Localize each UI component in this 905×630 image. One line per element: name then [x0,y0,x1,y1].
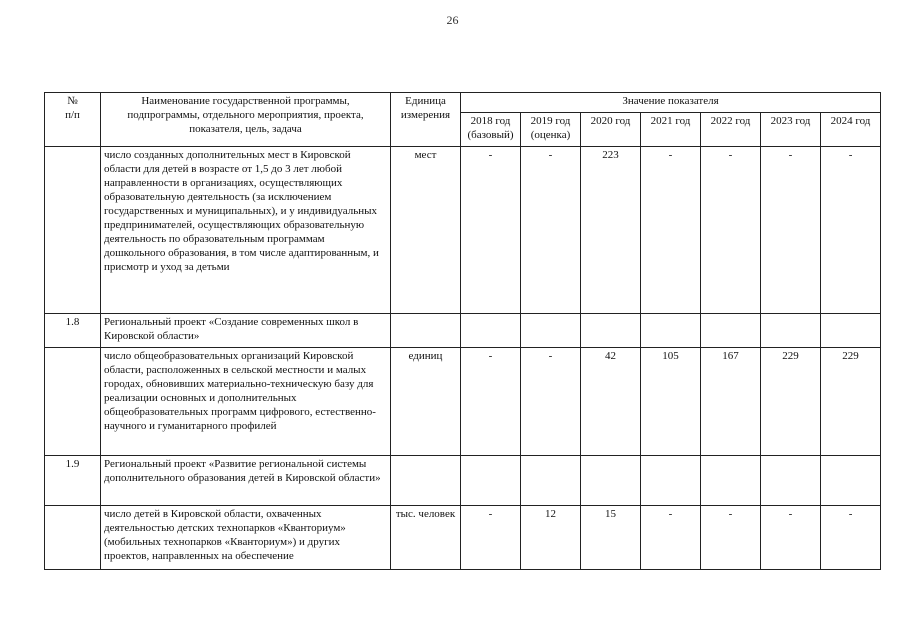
row-name: число созданных дополнительных мест в Кировской области для детей в возрасте от 1,5 до 3 лет любой направленности в организациях, осуществляющих образовательную деятельность (за исключением государственных и муниципальных), и у индивидуальных предпринимателей, осуществляющих образовательную деятельность по образовательным программам дошкольного образования, в том числе адаптированным, и присмотр и уход за детьми [101,147,391,314]
row-num: 1.8 [45,314,101,348]
row-value [701,456,761,506]
row-name: число детей в Кировской области, охваченных деятельностью детских технопарков «Кванториум» (мобильных технопарков «Кванториум») и других проектов, направленных на обеспечение [101,506,391,570]
row-value: 105 [641,348,701,456]
row-value [701,314,761,348]
row-value [461,314,521,348]
row-num: 1.9 [45,456,101,506]
row-unit [391,314,461,348]
row-unit: мест [391,147,461,314]
row-value: - [461,348,521,456]
table-row [45,314,881,348]
row-value: - [641,506,701,570]
row-value: - [641,147,701,314]
row-value [461,456,521,506]
header-year: 2024 год [821,113,881,147]
row-value: 229 [821,348,881,456]
row-num [45,506,101,570]
row-value [641,314,701,348]
row-value: - [461,147,521,314]
row-name: число общеобразовательных организаций Кировской области, расположенных в сельской местности и малых городах, обновивших материально-техническую базу для реализации основных и дополнительных общеобразовательных программ цифрового, естественно-научного и гуманитарного профилей [101,348,391,456]
row-name: Региональный проект «Создание современных школ в Кировской области» [101,314,391,348]
header-year: 2021 год [641,113,701,147]
row-value [821,314,881,348]
row-num [45,348,101,456]
indicator-table [44,92,881,570]
row-value: 167 [701,348,761,456]
row-value [761,456,821,506]
row-value: - [701,506,761,570]
row-value [581,456,641,506]
row-value: 12 [521,506,581,570]
header-year: 2023 год [761,113,821,147]
row-value: 223 [581,147,641,314]
header-year: 2022 год [701,113,761,147]
row-value: - [701,147,761,314]
page-number: 26 [446,13,459,27]
row-value [761,314,821,348]
row-num [45,147,101,314]
row-value [581,314,641,348]
header-row-1 [45,93,881,113]
table-row [45,506,881,570]
row-value: - [761,506,821,570]
row-value: 15 [581,506,641,570]
header-year: 2019 год (оценка) [521,113,581,147]
row-unit [391,456,461,506]
row-value: - [761,147,821,314]
header-values-group: Значение показателя [461,93,881,113]
row-value: - [521,348,581,456]
row-value: 42 [581,348,641,456]
table-row [45,147,881,314]
row-value [641,456,701,506]
row-value: - [461,506,521,570]
row-value: 229 [761,348,821,456]
row-unit: единиц [391,348,461,456]
row-value [821,456,881,506]
row-value: - [821,147,881,314]
row-value: - [821,506,881,570]
table-row [45,348,881,456]
header-year: 2018 год (базовый) [461,113,521,147]
row-unit: тыс. человек [391,506,461,570]
row-value: - [521,147,581,314]
table-row [45,456,881,506]
header-name: Наименование государственной программы, подпрограммы, отдельного мероприятия, проекта, показателя, цель, задача [101,93,391,147]
header-year: 2020 год [581,113,641,147]
header-num: № п/п [45,93,101,147]
row-name: Региональный проект «Развитие региональной системы дополнительного образования детей в Кировской области» [101,456,391,506]
row-value [521,314,581,348]
row-value [521,456,581,506]
header-unit: Единица измерения [391,93,461,147]
